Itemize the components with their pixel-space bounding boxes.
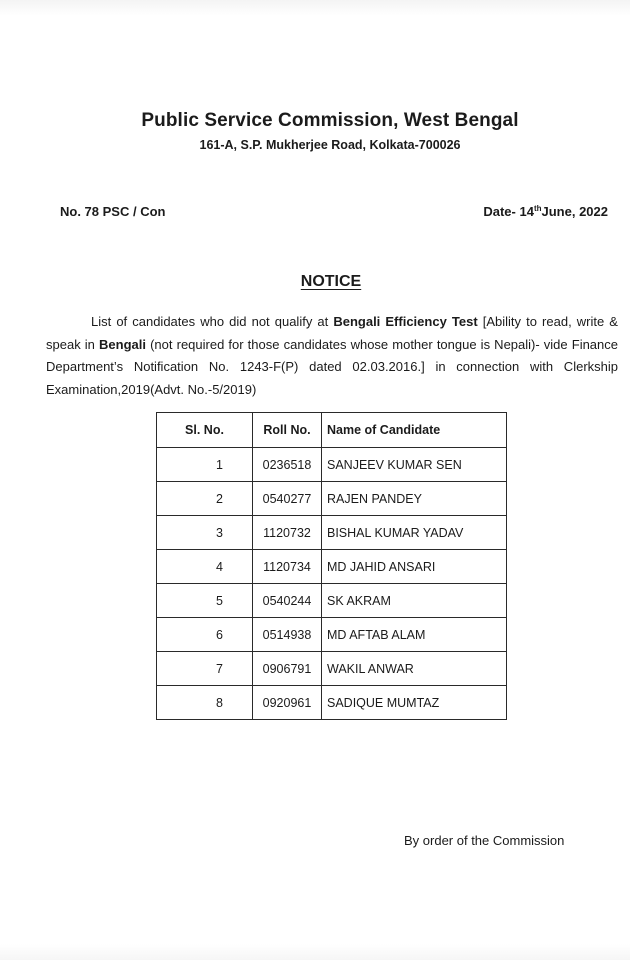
cell-roll-no: 0236518 bbox=[253, 448, 322, 482]
notice-body-bold1: Bengali Efficiency Test bbox=[333, 314, 478, 329]
table-row bbox=[157, 516, 507, 550]
cell-sl-no: 2 bbox=[157, 482, 253, 516]
candidates-table bbox=[156, 412, 507, 720]
cell-roll-no: 1120732 bbox=[253, 516, 322, 550]
table-row bbox=[157, 482, 507, 516]
header-name: Name of Candidate bbox=[322, 413, 507, 448]
order-of-commission: By order of the Commission bbox=[404, 833, 565, 848]
cell-candidate-name: SK AKRAM bbox=[322, 584, 507, 618]
date-rest: June, 2022 bbox=[541, 204, 608, 219]
cell-roll-no: 0514938 bbox=[253, 618, 322, 652]
reference-number: No. 78 PSC / Con bbox=[60, 204, 166, 219]
cell-candidate-name: SANJEEV KUMAR SEN bbox=[322, 448, 507, 482]
cell-sl-no: 3 bbox=[157, 516, 253, 550]
header-roll-no: Roll No. bbox=[253, 413, 322, 448]
notice-body bbox=[46, 311, 618, 401]
date-prefix: Date- 14 bbox=[483, 204, 534, 219]
table-row bbox=[157, 652, 507, 686]
notice-body-bold2: Bengali bbox=[99, 336, 146, 352]
cell-candidate-name: MD AFTAB ALAM bbox=[322, 618, 507, 652]
table-row bbox=[157, 550, 507, 584]
cell-sl-no: 6 bbox=[157, 618, 253, 652]
cell-roll-no: 1120734 bbox=[253, 550, 322, 584]
organization-title: Public Service Commission, West Bengal bbox=[141, 110, 519, 131]
cell-roll-no: 0540244 bbox=[253, 584, 322, 618]
table-row bbox=[157, 448, 507, 482]
cell-candidate-name: RAJEN PANDEY bbox=[322, 482, 507, 516]
organization-address: 161-A, S.P. Mukherjee Road, Kolkata-700026 bbox=[199, 138, 461, 152]
cell-roll-no: 0906791 bbox=[253, 652, 322, 686]
cell-sl-no: 7 bbox=[157, 652, 253, 686]
cell-sl-no: 4 bbox=[157, 550, 253, 584]
cell-candidate-name: BISHAL KUMAR YADAV bbox=[322, 516, 507, 550]
cell-sl-no: 5 bbox=[157, 584, 253, 618]
date-ordinal-suffix: th bbox=[533, 204, 542, 213]
table-row bbox=[157, 686, 507, 720]
notice-body-part3: (not required for those candidates whose mother tongue is Nepali)- vide Finance Department’s Notification No. 1243-F(P) dated 02.03.2016.] in connection with Clerkship Examination,2019(Advt. No.-5/2019) bbox=[46, 336, 618, 397]
notice-heading: NOTICE bbox=[300, 273, 362, 290]
notice-body-part1: List of candidates who did not qualify at bbox=[91, 314, 334, 329]
cell-roll-no: 0540277 bbox=[253, 482, 322, 516]
cell-roll-no: 0920961 bbox=[253, 686, 322, 720]
notice-date bbox=[483, 204, 608, 219]
notice-body-part2: [Ability to read, write & speak in bbox=[46, 314, 618, 352]
cell-candidate-name: SADIQUE MUMTAZ bbox=[322, 686, 507, 720]
cell-sl-no: 8 bbox=[157, 686, 253, 720]
table-row bbox=[157, 584, 507, 618]
header-sl-no: Sl. No. bbox=[157, 413, 253, 448]
table-row bbox=[157, 618, 507, 652]
table-header-row bbox=[157, 413, 507, 448]
cell-candidate-name: WAKIL ANWAR bbox=[322, 652, 507, 686]
cell-sl-no: 1 bbox=[157, 448, 253, 482]
cell-candidate-name: MD JAHID ANSARI bbox=[322, 550, 507, 584]
